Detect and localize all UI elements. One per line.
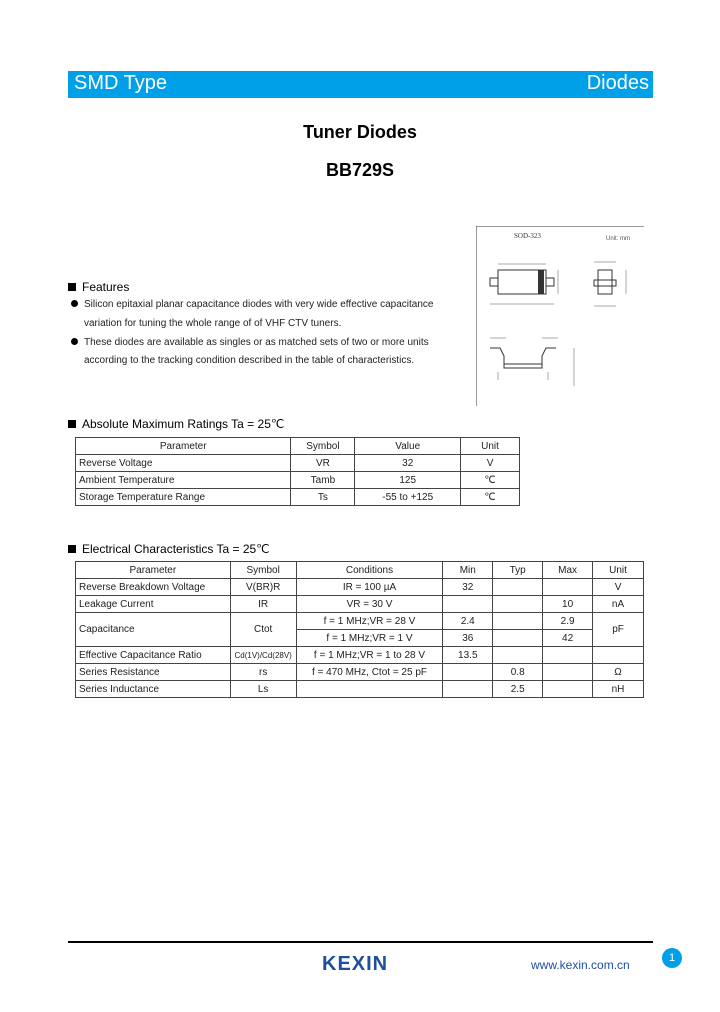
cell-min <box>443 664 493 681</box>
table-header-row <box>76 438 520 455</box>
cell-min: 32 <box>443 579 493 596</box>
square-bullet-icon <box>68 545 76 553</box>
table-header-row <box>76 562 644 579</box>
cell-conditions: VR = 30 V <box>296 596 443 613</box>
cell-max: 10 <box>543 596 593 613</box>
cell-parameter: Series Inductance <box>76 681 231 698</box>
cell-conditions <box>296 681 443 698</box>
table-row <box>76 596 644 613</box>
cell-max: 42 <box>543 630 593 647</box>
cell-min <box>443 681 493 698</box>
table-row <box>76 579 644 596</box>
cell-symbol: VR <box>291 455 355 472</box>
cell-conditions: f = 1 MHz;VR = 28 V <box>296 613 443 630</box>
part-number: BB729S <box>325 160 395 180</box>
cell-conditions: f = 1 MHz;VR = 1 to 28 V <box>296 647 443 664</box>
cell-typ: 2.5 <box>493 681 543 698</box>
column-header: Value <box>355 438 461 455</box>
package-label: SOD-323 <box>514 232 541 240</box>
cell-parameter: Reverse Voltage <box>76 455 291 472</box>
square-bullet-icon <box>68 420 76 428</box>
table-row <box>76 613 644 630</box>
cell-symbol: rs <box>230 664 296 681</box>
header-bar <box>68 71 653 98</box>
cell-conditions: f = 1 MHz;VR = 1 V <box>296 630 443 647</box>
table-row <box>76 455 520 472</box>
cell-conditions: IR = 100 µA <box>296 579 443 596</box>
kexin-logo: KEXIN <box>322 953 389 975</box>
cell-unit: nA <box>593 596 644 613</box>
cell-typ <box>493 596 543 613</box>
table-row <box>76 489 520 506</box>
cell-symbol: Cd(1V)/Cd(28V) <box>230 647 296 664</box>
cell-value: 125 <box>355 472 461 489</box>
cell-value: 32 <box>355 455 461 472</box>
cell-unit: Ω <box>593 664 644 681</box>
cell-symbol: V(BR)R <box>230 579 296 596</box>
cell-conditions: f = 470 MHz, Ctot = 25 pF <box>296 664 443 681</box>
cell-unit: ℃ <box>461 489 520 506</box>
cell-unit: pF <box>593 613 644 647</box>
cell-max <box>543 664 593 681</box>
cell-min <box>443 596 493 613</box>
cell-typ <box>493 613 543 630</box>
page-number-badge: 1 <box>662 948 682 968</box>
cell-value: -55 to +125 <box>355 489 461 506</box>
page-title: Tuner Diodes <box>303 122 417 142</box>
cell-unit <box>593 647 644 664</box>
column-header: Parameter <box>76 438 291 455</box>
cell-typ <box>493 647 543 664</box>
cell-symbol: Tamb <box>291 472 355 489</box>
abs-max-table <box>75 437 520 506</box>
svg-text:Unit: mm: Unit: mm <box>606 236 630 242</box>
square-bullet-icon <box>68 283 76 291</box>
cell-parameter: Ambient Temperature <box>76 472 291 489</box>
column-header: Conditions <box>296 562 443 579</box>
table-row <box>76 647 644 664</box>
cell-unit: V <box>593 579 644 596</box>
cell-symbol: IR <box>230 596 296 613</box>
cell-unit: V <box>461 455 520 472</box>
header-category: SMD Type <box>74 72 167 94</box>
table-row <box>76 681 644 698</box>
package-outline-diagram <box>476 226 644 406</box>
feature-item: Silicon epitaxial planar capacitance diodes with very wide effective capacitance <box>71 299 433 310</box>
abs-max-heading: Absolute Maximum Ratings Ta = 25℃ <box>68 417 284 431</box>
column-header: Symbol <box>230 562 296 579</box>
cell-symbol: Ls <box>230 681 296 698</box>
footer-url[interactable]: www.kexin.com.cn <box>531 958 630 972</box>
elec-char-heading: Electrical Characteristics Ta = 25℃ <box>68 542 270 556</box>
cell-max <box>543 681 593 698</box>
column-header: Unit <box>461 438 520 455</box>
table-row <box>76 664 644 681</box>
cell-typ: 0.8 <box>493 664 543 681</box>
bullet-icon <box>71 300 78 307</box>
cell-max <box>543 579 593 596</box>
footer-divider <box>68 941 653 943</box>
cell-unit: nH <box>593 681 644 698</box>
cell-parameter: Reverse Breakdown Voltage <box>76 579 231 596</box>
cell-min: 13.5 <box>443 647 493 664</box>
cell-max <box>543 647 593 664</box>
features-heading: Features <box>68 280 129 294</box>
cell-typ <box>493 579 543 596</box>
cell-unit: ℃ <box>461 472 520 489</box>
column-header: Symbol <box>291 438 355 455</box>
cell-parameter: Leakage Current <box>76 596 231 613</box>
package-drawing <box>476 226 644 406</box>
cell-max: 2.9 <box>543 613 593 630</box>
cell-parameter: Series Resistance <box>76 664 231 681</box>
cell-parameter: Effective Capacitance Ratio <box>76 647 231 664</box>
cell-parameter: Capacitance <box>76 613 231 647</box>
bullet-icon <box>71 338 78 345</box>
column-header: Unit <box>593 562 644 579</box>
cell-symbol: Ctot <box>230 613 296 647</box>
cell-min: 36 <box>443 630 493 647</box>
header-type: Diodes <box>586 72 649 94</box>
cell-symbol: Ts <box>291 489 355 506</box>
column-header: Max <box>543 562 593 579</box>
feature-item-cont: according to the tracking condition described in the table of characteristics. <box>84 355 415 366</box>
elec-char-table <box>75 561 644 698</box>
column-header: Typ <box>493 562 543 579</box>
feature-item: These diodes are available as singles or as matched sets of two or more units <box>71 337 429 348</box>
feature-item-cont: variation for tuning the whole range of of VHF CTV tuners. <box>84 318 342 329</box>
column-header: Parameter <box>76 562 231 579</box>
cell-typ <box>493 630 543 647</box>
cell-min: 2.4 <box>443 613 493 630</box>
table-row <box>76 472 520 489</box>
column-header: Min <box>443 562 493 579</box>
cell-parameter: Storage Temperature Range <box>76 489 291 506</box>
